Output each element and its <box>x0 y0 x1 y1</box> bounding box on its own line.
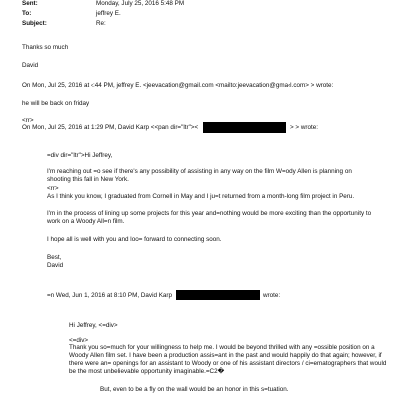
to-label: To: <box>22 10 32 17</box>
sent-value: Monday, July 25, 2016 5:48 PM <box>96 0 185 7</box>
rr-tag-2: <rr> <box>47 185 59 192</box>
div-tag: <=div> <box>69 337 89 344</box>
paragraph-6: But, even to be a fly on the wall would be an honor in this s=tuation. <box>100 386 289 393</box>
sign-david: David <box>47 262 64 269</box>
subject-label: Subject: <box>22 20 47 27</box>
to-value: jeffrey E. <box>96 10 121 17</box>
paragraph-1: I'm reaching out =o see if there's any possibility of assisting in any way on the film W=ody Allen is planning on shooting this fall in New York. <box>47 168 352 183</box>
sign-best: Best, <box>47 254 62 261</box>
sender-name: David <box>22 62 39 69</box>
redaction-bar-2 <box>176 290 260 300</box>
redaction-bar <box>203 122 286 133</box>
quote2-header-post: > > wrote: <box>290 124 319 131</box>
rr-tag: <rr> <box>22 117 34 124</box>
quote1-header: On Mon, Jul 25, 2016 at ‹:44 PM, jeffrey E. <jeevacation@gmail.com <mailto:jeevacation@gma‹l.com> > wrote: <box>22 82 334 89</box>
hi-line: Hi Jeffrey, <=div> <box>69 322 118 329</box>
div-line: =div dir="ltr">Hi Jeffrey, <box>47 152 113 159</box>
quote3-header-pre: =n Wed, Jun 1, 2016 at 8:10 PM, David Karp <box>47 292 173 299</box>
quote2-header-pre: On Mon, Jul 25, 2016 at 1:29 PM, David Karp <<pan dir="ltr">< <box>22 124 199 131</box>
thanks-line: Thanks so much <box>22 44 69 51</box>
sent-label: Sent: <box>22 0 38 7</box>
paragraph-3: I'm in the process of lining up some projects for this year and=nothing would be more exciting than the opportunity to work on a Woody All=n film. <box>47 210 372 225</box>
quote1-text: he will be back on friday <box>22 100 90 107</box>
quote3-header-post: wrote: <box>263 292 281 299</box>
paragraph-5: Thank you so=much for your willingness to help me. I would be beyond thrilled with any =ossible position on a Woody Allen film set. I have been a production assis=ant in the past and would happily do that again; however, if there were an= openings for an assistant to Woody or one of his assistant directors / ci=ematographers that would be the most unbelievable opportunity imaginable.=C2� <box>69 344 387 375</box>
paragraph-4: I hope all is well with you and loo= forward to connecting soon. <box>47 236 222 243</box>
paragraph-2: As I think you know, I graduated from Cornell in May and I ju=t returned from a month-long film project in Peru. <box>47 193 355 200</box>
subject-value: Re: <box>96 20 106 27</box>
